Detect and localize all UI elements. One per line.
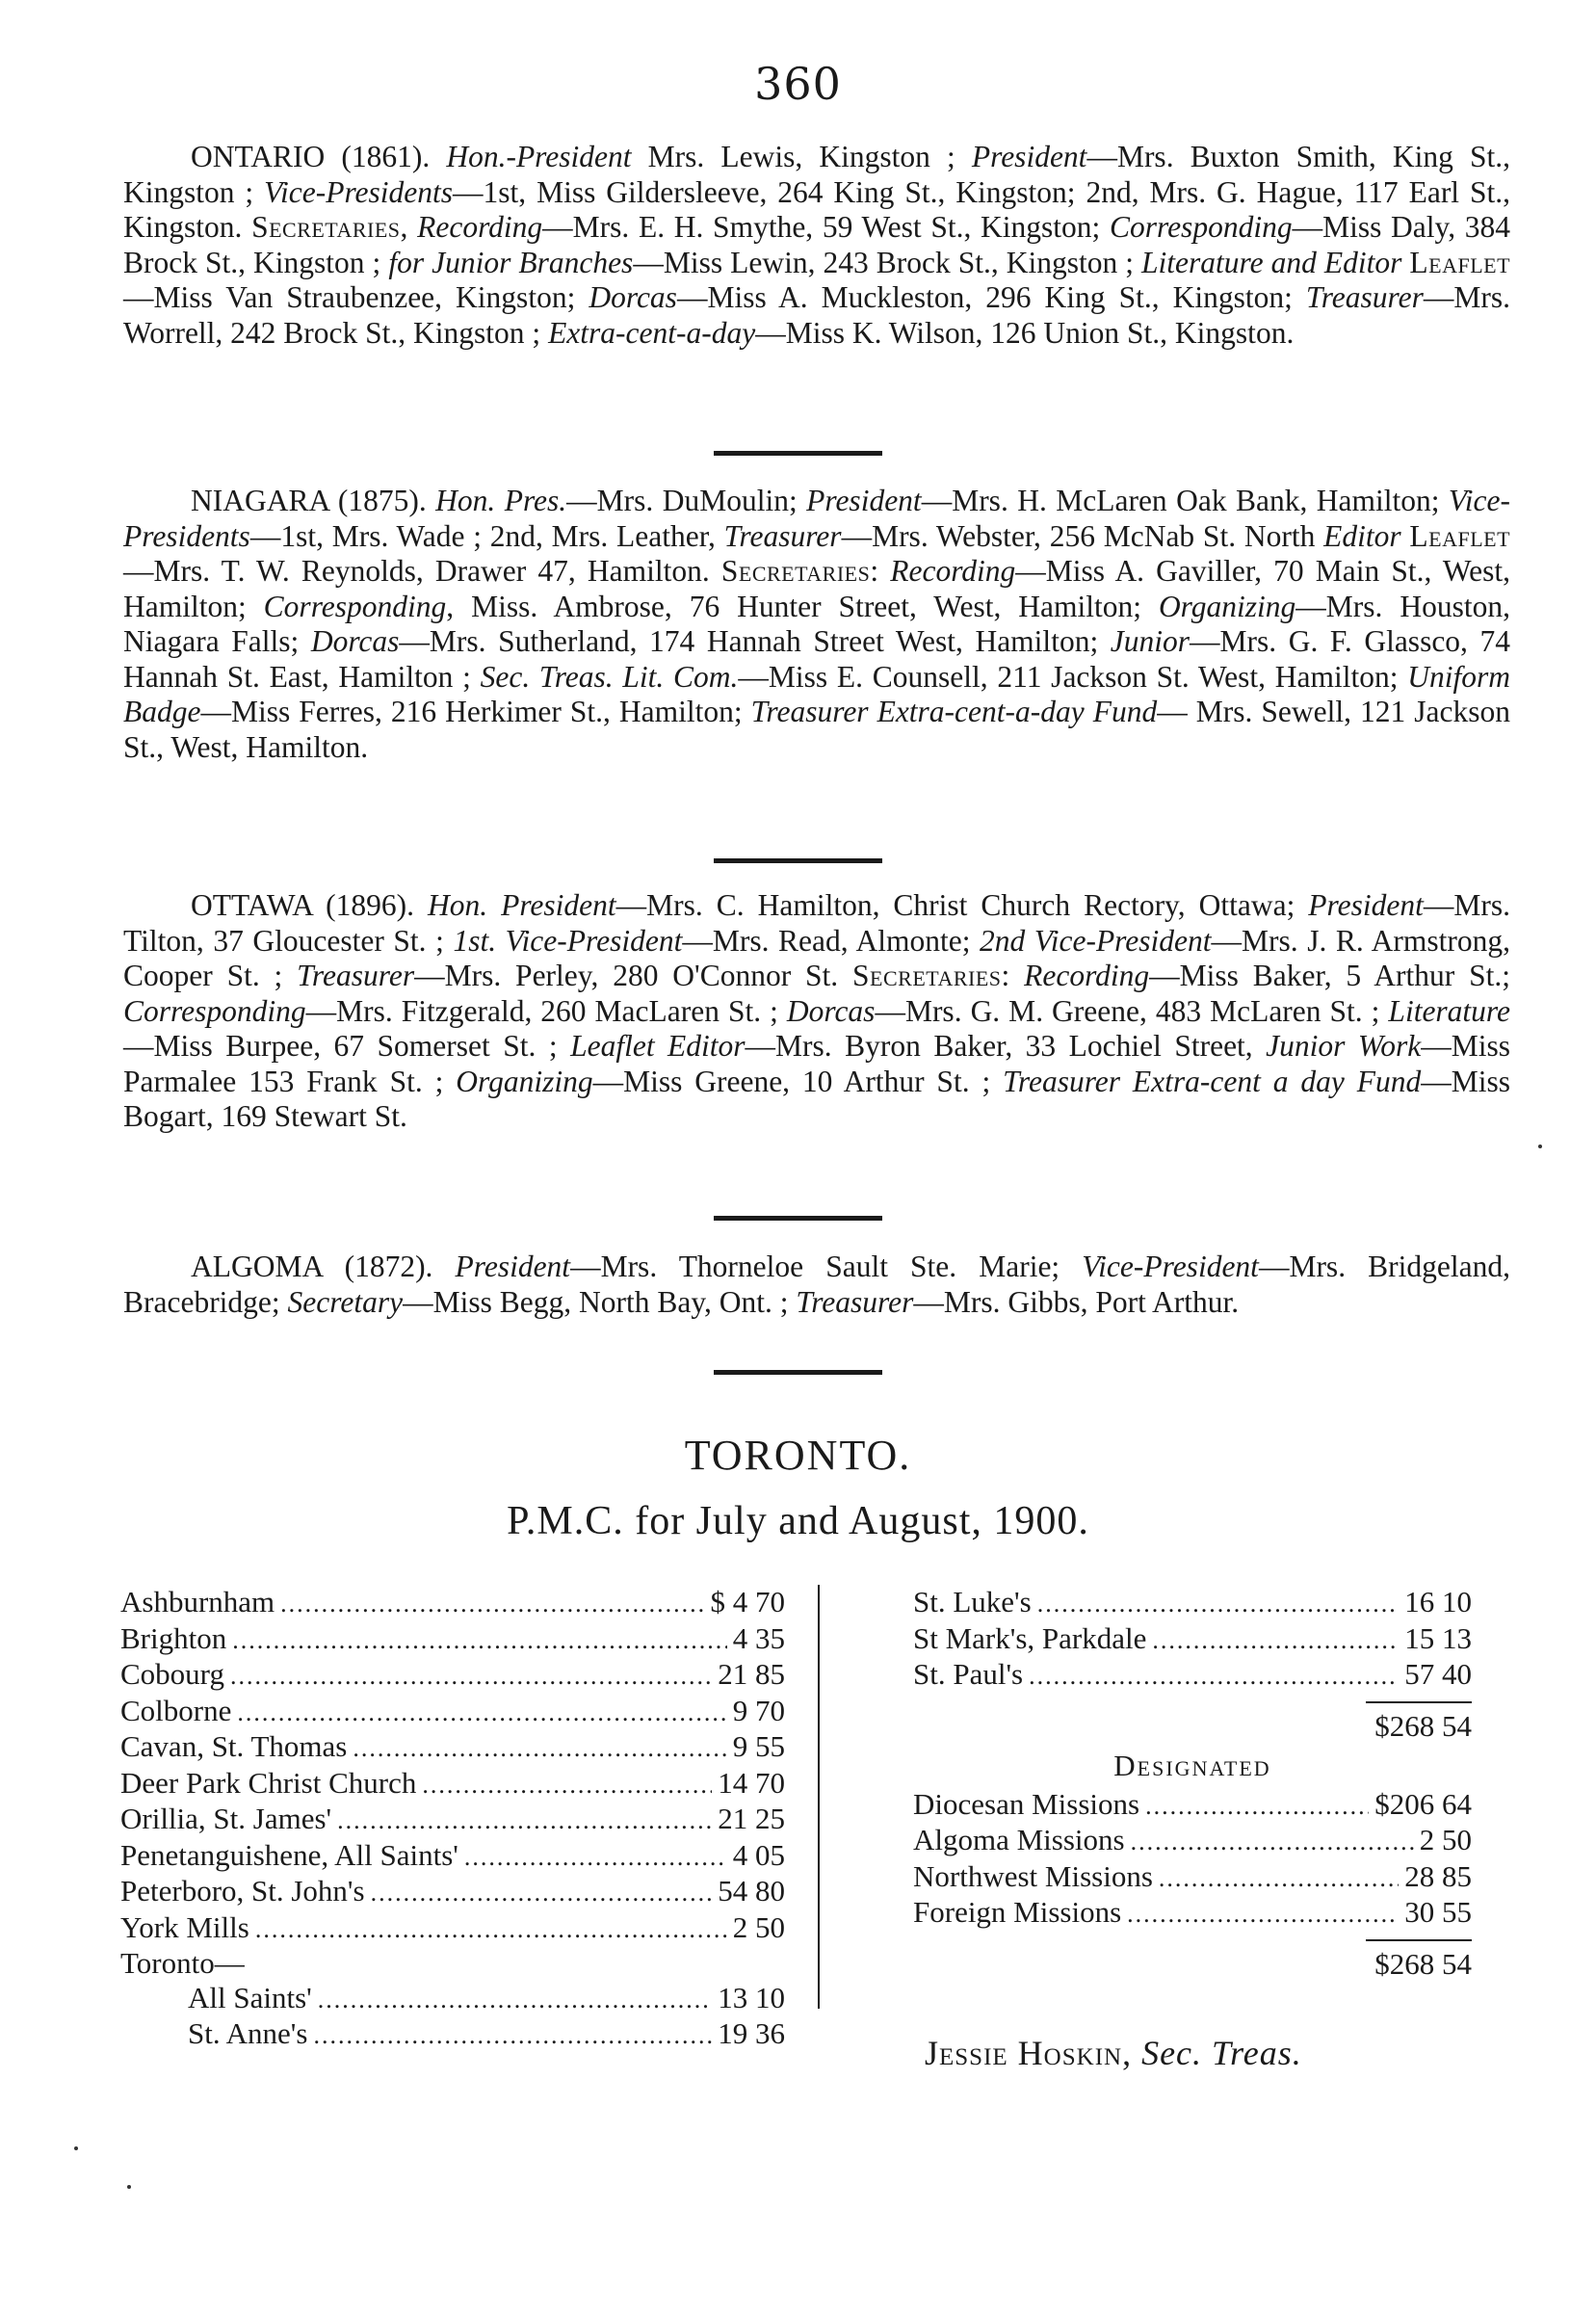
ledger-amount: 57 40 — [1404, 1657, 1472, 1691]
leader-dots — [1037, 1587, 1400, 1621]
ledger-amount: 4 05 — [732, 1837, 785, 1872]
ledger-label: Colborne — [120, 1693, 232, 1727]
ledger-label: Orillia, St. James' — [120, 1802, 332, 1835]
role-title: Uniform Badge — [123, 659, 1510, 728]
ledger-amount: 4 35 — [732, 1620, 785, 1655]
pmc-subheading: P.M.C. for July and August, 1900. — [507, 1499, 1089, 1543]
section-label: Leaflet — [1409, 245, 1511, 279]
role-title: Vice-President — [1082, 1250, 1259, 1283]
print-speck — [1538, 1145, 1542, 1148]
paragraph-text: OTTAWA (1896). — [191, 888, 428, 922]
ledger-label: All Saints' — [188, 1980, 312, 2014]
role-title: Corresponding — [263, 589, 447, 623]
role-title: Recording — [890, 554, 1016, 588]
paragraph-text: —1st, Miss Gildersleeve, 264 King St., Kingston; 2nd, Mrs. G. Hague, 117 Earl St., Kingston. — [123, 174, 1511, 244]
leader-dots — [318, 1983, 713, 2017]
ledger-label: Northwest Missions — [913, 1858, 1153, 1893]
print-speck — [74, 2146, 78, 2150]
ledger-row — [120, 1657, 785, 1694]
role-title: Vice-Presidents — [123, 484, 1510, 553]
ledger-row — [120, 1621, 785, 1658]
diocese-paragraph — [123, 484, 1510, 765]
ledger-row — [913, 1859, 1472, 1896]
role-title: Secretary — [287, 1284, 404, 1319]
paragraph-text: —Mrs. Fitzgerald, 260 MacLaren St. ; — [305, 993, 787, 1028]
ledger-row — [120, 1874, 785, 1910]
role-title: Treasurer — [796, 1284, 914, 1319]
leader-dots — [1131, 1825, 1414, 1859]
ledger-amount: 13 10 — [718, 1980, 785, 2014]
diocese-paragraph — [123, 140, 1510, 351]
column-divider — [818, 1585, 820, 2009]
signature-title: Sec. Treas. — [1141, 2034, 1302, 2072]
paragraph-text: —1st, Mrs. Wade ; 2nd, Mrs. Leather, — [249, 518, 724, 553]
ledger-amount: 14 70 — [718, 1765, 785, 1800]
paragraph-text: —Mrs. Buxton Smith, King St., Kingston ; — [123, 140, 1510, 209]
leader-dots — [1145, 1789, 1369, 1824]
role-title: Organizing — [456, 1064, 593, 1098]
ledger-row — [913, 1823, 1472, 1859]
ledger-label: York Mills — [120, 1909, 249, 1944]
paragraph-text: —Miss E. Counsell, 211 Jackson St. West, Hamilton; — [738, 659, 1408, 694]
subtotal-rule — [1366, 1701, 1472, 1703]
diocese-algoma — [123, 1250, 1510, 1320]
paragraph-text: Mrs. Lewis, Kingston ; — [631, 140, 972, 173]
section-label: Leaflet — [1409, 518, 1511, 553]
leader-dots — [353, 1731, 726, 1766]
diocese-ontario — [123, 140, 1510, 351]
designated-total-rule — [1366, 1939, 1472, 1941]
ledger-amount: 54 80 — [718, 1874, 785, 1908]
section-label: Secretaries — [720, 554, 871, 588]
section-label: Secretaries — [852, 959, 1002, 992]
signature-name: Jessie Hoskin, — [925, 2034, 1133, 2072]
ledger-row — [913, 1621, 1472, 1658]
paragraph-text: : — [870, 554, 891, 588]
leader-dots — [371, 1876, 713, 1910]
ledger-label: Deer Park Christ Church — [120, 1765, 417, 1800]
paragraph-text: , Miss. Ambrose, 76 Hunter Street, West, Hamilton; — [446, 589, 1159, 623]
paragraph-text: —Mrs. DuMoulin; — [566, 484, 807, 517]
role-title: President — [971, 140, 1087, 173]
section-divider — [714, 1370, 882, 1375]
paragraph-text: —Mrs. G. F. Glassco, 74 Hannah St. East, Hamilton ; — [123, 624, 1510, 694]
subtotal-amount: $268 54 — [1374, 1708, 1472, 1743]
diocese-paragraph — [123, 1250, 1510, 1320]
print-speck — [127, 2185, 131, 2189]
role-title: Hon.-President — [446, 140, 632, 173]
role-title: Treasurer — [297, 959, 415, 992]
role-title: Sec. Treas. Lit. Com. — [480, 659, 739, 694]
section-divider — [714, 858, 882, 863]
paragraph-text: —Miss Bogart, 169 Stewart St. — [123, 1064, 1510, 1133]
leader-dots — [230, 1659, 712, 1694]
ledger-amount: 30 55 — [1404, 1895, 1472, 1929]
leader-dots — [337, 1803, 712, 1838]
paragraph-text: ONTARIO (1861). — [191, 140, 447, 173]
leader-dots — [422, 1768, 712, 1803]
role-title: Treasurer Extra-cent a day Fund — [1003, 1064, 1422, 1098]
paragraph-text: : — [1001, 959, 1025, 992]
leader-dots — [280, 1587, 704, 1621]
paragraph-text: —Mrs. Worrell, 242 Brock St., Kingston ; — [123, 280, 1511, 350]
paragraph-text: NIAGARA (1875). — [191, 484, 436, 517]
leader-dots — [1159, 1861, 1399, 1896]
paragraph-text: — Mrs. Sewell, 121 Jackson St., West, Hamilton. — [123, 695, 1510, 764]
paragraph-text: —Mrs. T. W. Reynolds, Drawer 47, Hamilton. — [123, 554, 721, 588]
role-title: Hon. President — [427, 888, 616, 922]
role-title: 1st. Vice-President — [453, 923, 683, 958]
ledger-amount: 2 50 — [732, 1909, 785, 1944]
ledger-amount: 9 70 — [732, 1693, 785, 1727]
diocese-niagara — [123, 484, 1510, 765]
paragraph-text: —Mrs. Byron Baker, 33 Lochiel Street, — [745, 1029, 1267, 1063]
paragraph-text: —Miss Daly, 384 Brock St., Kingston ; — [123, 210, 1511, 279]
paragraph-text: —Miss Van Straubenzee, Kingston; — [123, 280, 589, 314]
ledger-label: St. Anne's — [188, 2016, 308, 2050]
ledger-label: St. Paul's — [913, 1657, 1024, 1691]
role-title: Dorcas — [589, 280, 677, 314]
role-title: Treasurer Extra-cent-a-day Fund — [750, 695, 1158, 728]
ledger-amount: 28 85 — [1404, 1858, 1472, 1893]
ledger-amount: 21 25 — [718, 1802, 785, 1835]
paragraph-text: —Miss K. Wilson, 126 Union St., Kingston. — [755, 315, 1295, 350]
role-title: President — [455, 1250, 571, 1283]
role-title: Dorcas — [786, 993, 876, 1028]
ledger-amount: $ 4 70 — [710, 1585, 785, 1619]
paragraph-text: ALGOMA (1872). — [191, 1250, 456, 1283]
paragraph-text: —Miss Burpee, 67 Somerset St. ; — [123, 1029, 571, 1063]
ledger-row — [120, 1766, 785, 1803]
role-title: Junior — [1110, 624, 1190, 658]
paragraph-text: —Miss Lewin, 243 Brock St., Kingston ; — [633, 245, 1142, 279]
role-title: Literature and Editor — [1141, 245, 1402, 279]
paragraph-text: —Mrs. Gibbs, Port Arthur. — [913, 1284, 1240, 1319]
leader-dots — [464, 1840, 727, 1875]
paragraph-text: —Mrs. Bridgeland, Bracebridge; — [123, 1250, 1510, 1319]
toronto-heading: TORONTO. — [684, 1432, 912, 1479]
ledger-label: Toronto— — [120, 1946, 245, 1980]
role-title: Dorcas — [310, 624, 400, 658]
ledger-row — [913, 1657, 1472, 1694]
ledger-label: Peterboro, St. John's — [120, 1874, 365, 1908]
leader-dots — [1152, 1623, 1399, 1658]
designated-heading: Designated — [1113, 1749, 1271, 1782]
paragraph-text: —Mrs. G. M. Greene, 483 McLaren St. ; — [875, 993, 1389, 1028]
role-title: Editor — [1323, 518, 1401, 553]
paragraph-text: , — [400, 210, 418, 244]
ledger-label: Brighton — [120, 1620, 227, 1655]
paragraph-text: —Mrs. J. R. Armstrong, Cooper St. ; — [123, 923, 1510, 992]
ledger-row — [913, 1787, 1472, 1824]
leader-dots — [1127, 1897, 1399, 1932]
role-title: Treasurer — [723, 518, 842, 553]
paragraph-text: —Miss Ferres, 216 Herkimer St., Hamilton; — [200, 695, 751, 728]
paragraph-text: —Mrs. Thorneloe Sault Ste. Marie; — [570, 1250, 1083, 1283]
ledger-amount: $206 64 — [1374, 1786, 1472, 1821]
paragraph-text: —Miss Begg, North Bay, Ont. ; — [403, 1284, 797, 1319]
role-title: Extra-cent-a-day — [548, 315, 756, 350]
ledger-amount: 2 50 — [1419, 1823, 1472, 1856]
ledger-label: Penetanguishene, All Saints' — [120, 1837, 458, 1872]
paragraph-text: —Miss Greene, 10 Arthur St. ; — [592, 1064, 1004, 1098]
ledger-label: Cobourg — [120, 1657, 224, 1691]
role-title: for Junior Branches — [388, 245, 634, 279]
ledger-row — [120, 1838, 785, 1875]
section-divider — [714, 451, 882, 456]
paragraph-text: —Mrs. Perley, 280 O'Connor St. — [414, 959, 853, 992]
ledger-amount: 21 85 — [718, 1657, 785, 1691]
role-title: Corresponding — [1109, 210, 1293, 244]
paragraph-text: —Mrs. Sutherland, 174 Hannah Street West, Hamilton; — [399, 624, 1111, 658]
role-title: Treasurer — [1305, 280, 1424, 314]
leader-dots — [237, 1696, 726, 1730]
section-divider — [714, 1216, 882, 1221]
paragraph-text: —Mrs. C. Hamilton, Christ Church Rectory, Ottawa; — [615, 888, 1309, 922]
section-label: Secretaries — [251, 210, 401, 244]
ledger-label: St. Luke's — [913, 1585, 1032, 1619]
ledger-label: Ashburnham — [120, 1585, 275, 1619]
ledger-left-column — [120, 1585, 785, 2053]
page-number: 360 — [754, 58, 842, 110]
ledger-label: Cavan, St. Thomas — [120, 1729, 348, 1763]
ledger-row — [120, 1946, 785, 1981]
role-title: Leaflet Editor — [570, 1029, 746, 1063]
role-title: 2nd Vice-President — [980, 923, 1212, 958]
ledger-label: Diocesan Missions — [913, 1786, 1140, 1821]
ledger-row — [120, 1910, 785, 1947]
role-title: Corresponding — [123, 993, 306, 1028]
diocese-ottawa — [123, 888, 1510, 1135]
ledger-amount: 9 55 — [732, 1729, 785, 1763]
paragraph-text: —Mrs. Read, Almonte; — [682, 923, 981, 958]
ledger-row — [120, 1729, 785, 1766]
leader-dots — [313, 2018, 712, 2053]
role-title: Recording — [417, 210, 543, 244]
leader-dots — [232, 1623, 727, 1658]
role-title: Literature — [1388, 993, 1511, 1028]
paragraph-text: —Mrs. H. McLaren Oak Bank, Hamilton; — [921, 484, 1449, 517]
ledger-row — [120, 1585, 785, 1621]
role-title: President — [1308, 888, 1424, 922]
leader-dots — [1029, 1659, 1399, 1694]
diocese-paragraph — [123, 888, 1510, 1135]
role-title: Junior Work — [1266, 1029, 1422, 1063]
ledger-row — [120, 1981, 785, 2017]
role-title: President — [806, 484, 922, 517]
ledger-amount: 19 36 — [718, 2016, 785, 2050]
role-title: Vice-Presidents — [264, 174, 454, 209]
ledger-row — [120, 2016, 785, 2053]
ledger-amount: 16 10 — [1404, 1585, 1472, 1619]
ledger-row — [120, 1694, 785, 1730]
signature — [925, 2033, 1302, 2073]
ledger-row — [120, 1802, 785, 1838]
ledger-amount: 15 13 — [1404, 1620, 1472, 1655]
designated-total-amount: $268 54 — [1374, 1946, 1472, 1981]
paragraph-text: —Mrs. E. H. Smythe, 59 West St., Kingston; — [542, 210, 1110, 244]
paragraph-text: —Mrs. Webster, 256 McNab St. North — [841, 518, 1324, 553]
ledger-label: Foreign Missions — [913, 1895, 1122, 1929]
paragraph-text: —Miss A. Gaviller, 70 Main St., West, Hamilton; — [123, 554, 1510, 623]
role-title: Organizing — [1158, 589, 1296, 623]
role-title: Hon. Pres. — [435, 484, 567, 517]
ledger-label: St Mark's, Parkdale — [913, 1620, 1147, 1655]
paragraph-text: —Mrs. Tilton, 37 Gloucester St. ; — [123, 888, 1510, 958]
paragraph-text: —Mrs. Houston, Niagara Falls; — [123, 589, 1510, 658]
leader-dots — [255, 1912, 727, 1947]
ledger-right-column — [913, 1585, 1472, 1981]
paragraph-text: —Miss Baker, 5 Arthur St.; — [1149, 959, 1510, 992]
ledger-label: Algoma Missions — [913, 1823, 1125, 1856]
ledger-row — [913, 1895, 1472, 1932]
ledger-row — [913, 1585, 1472, 1621]
paragraph-text: —Miss Parmalee 153 Frank St. ; — [123, 1029, 1510, 1098]
paragraph-text: —Miss A. Muckleston, 296 King St., Kingston; — [676, 280, 1306, 314]
role-title: Recording — [1024, 959, 1150, 992]
